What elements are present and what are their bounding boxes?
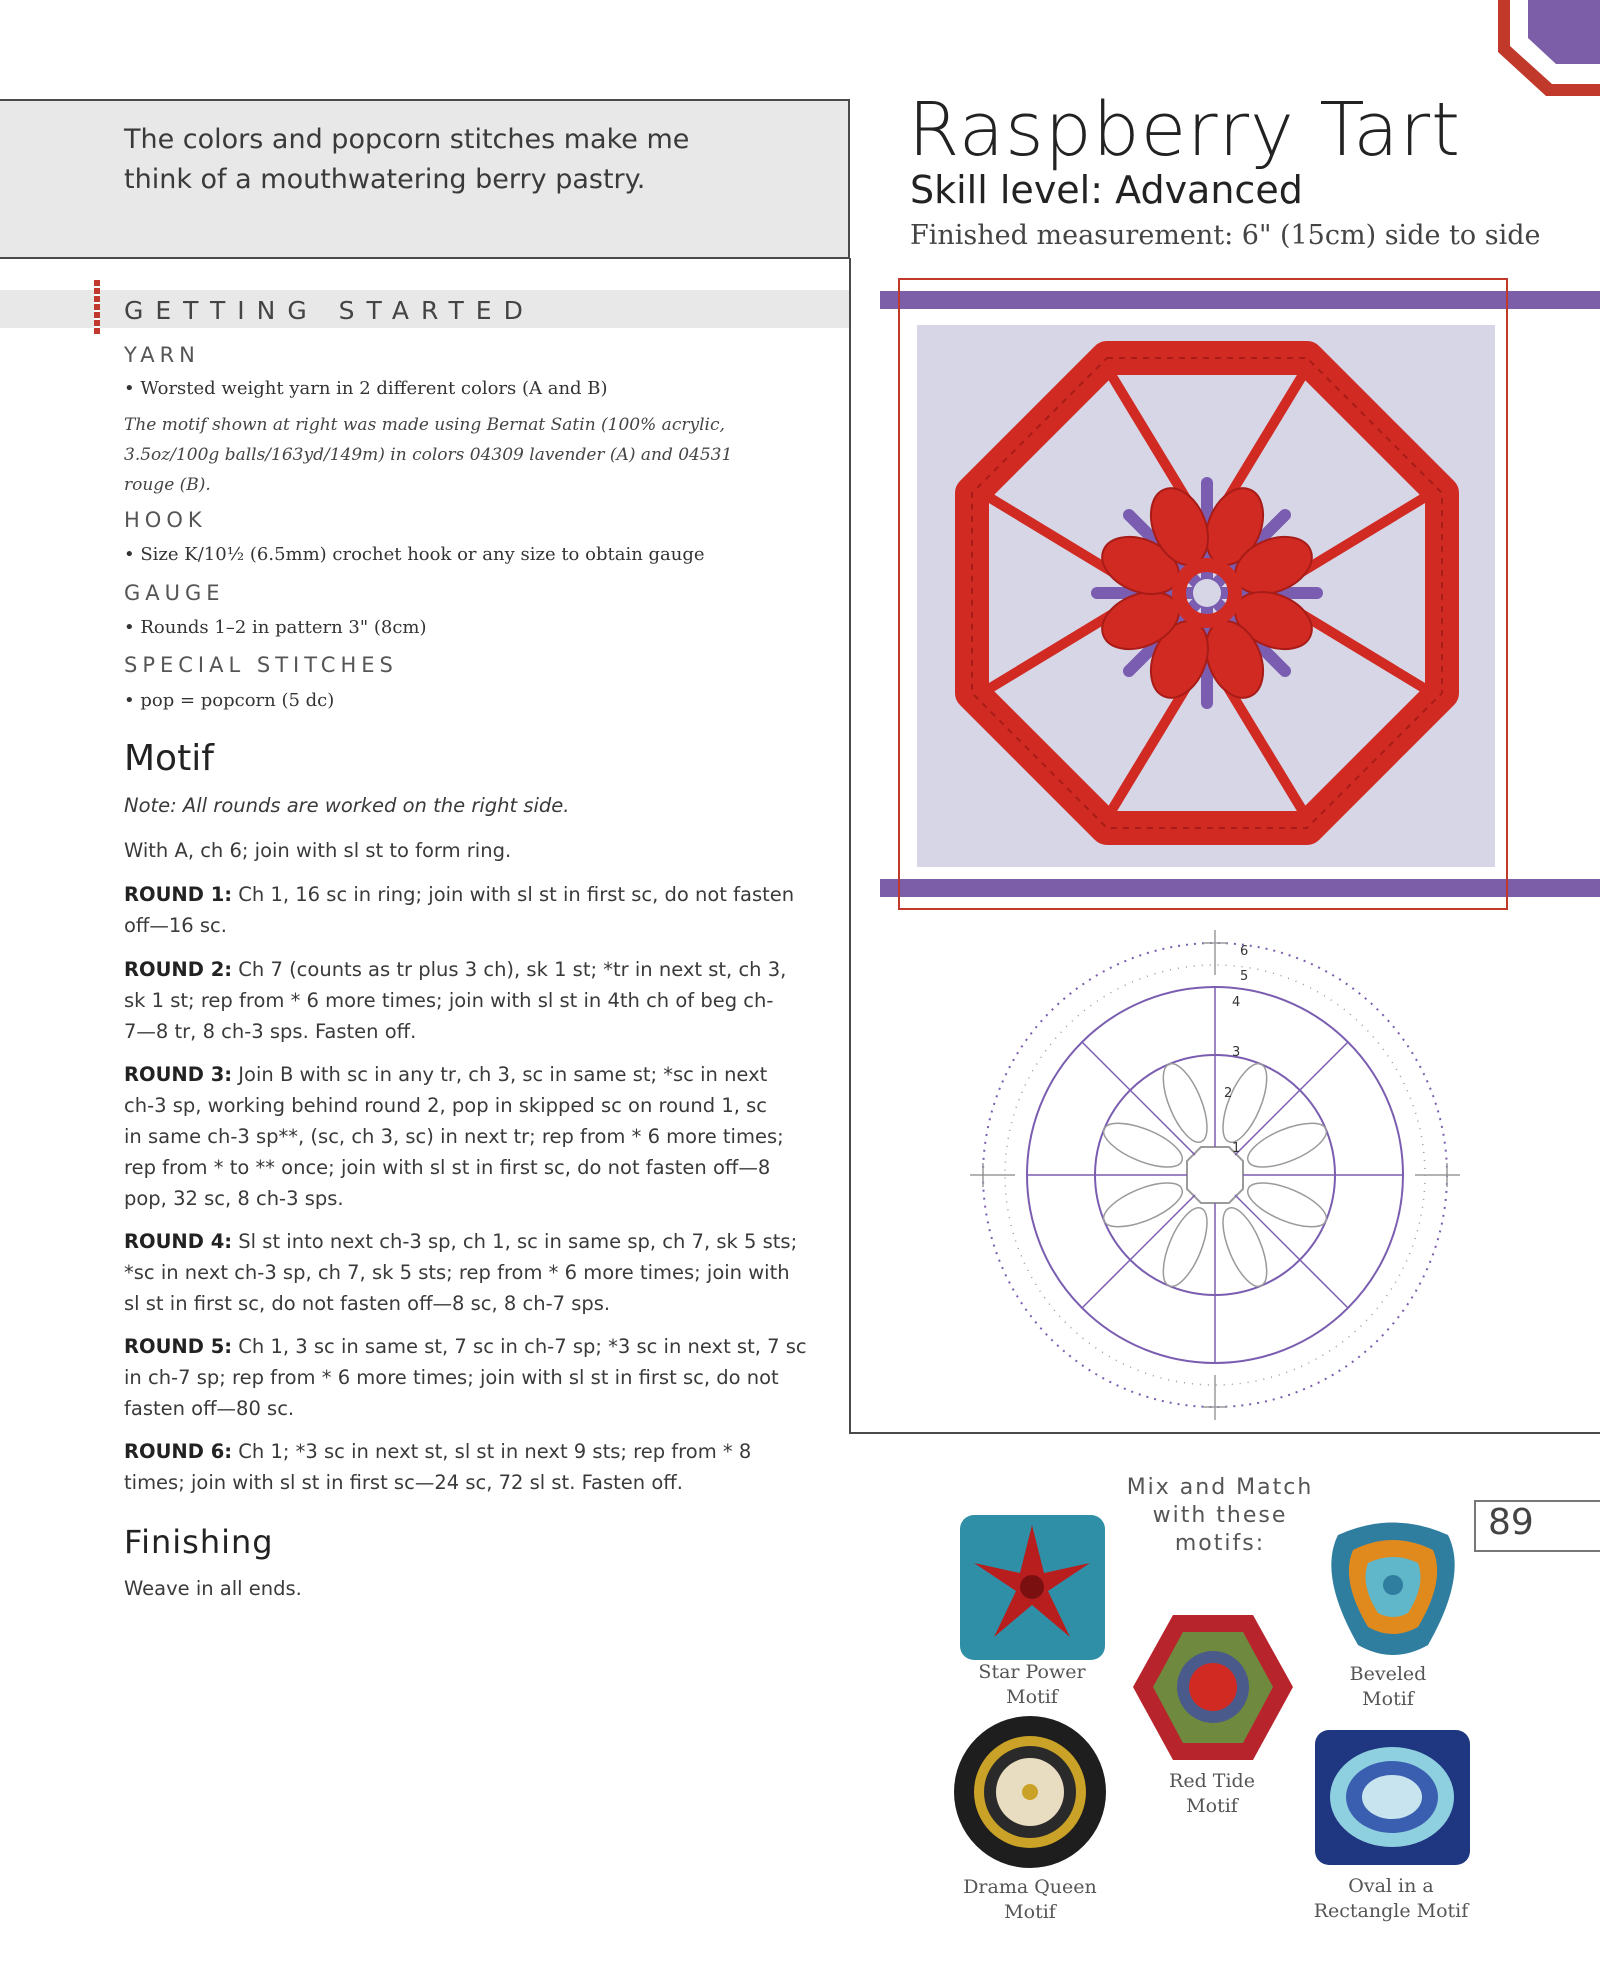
section-divider [849, 1432, 1600, 1434]
section-marker [94, 280, 100, 336]
round-line: rep from * to ** once; join with sl st in first sc, do not fasten off—8 [124, 1156, 771, 1179]
mix-and-match-title: Mix and Match with these motifs: [1126, 1475, 1314, 1556]
round-1 [124, 879, 814, 941]
round-label: ROUND 4: [124, 1230, 233, 1253]
round-6 [124, 1436, 814, 1498]
swatch-label: Red Tide Motif [1169, 1770, 1255, 1817]
yarn-note-line: 3.5oz/100g balls/163yd/149m) in colors 04309 lavender (A) and 04531 [124, 445, 733, 465]
motif-heading: Motif [124, 738, 214, 779]
motif-note: Note: All rounds are worked on the right side. [124, 794, 570, 817]
red-tide-swatch[interactable] [1128, 1610, 1298, 1765]
round-label: ROUND 1: [124, 883, 233, 906]
round-line: in ch-7 sp; rep from * 6 more times; join with sl st in first sc, do not [124, 1366, 779, 1389]
round-line: fasten off—80 sc. [124, 1397, 295, 1420]
yarn-note-line: The motif shown at right was made using Bernat Satin (100% acrylic, [124, 415, 725, 435]
swatch-label: Drama Queen Motif [963, 1876, 1097, 1923]
round-line: ROUND 4: Sl st into next ch-3 sp, ch 1, sc in same sp, ch 7, sk 5 sts; [124, 1230, 798, 1253]
motif-start: With A, ch 6; join with sl st to form ring. [124, 839, 512, 862]
swatch-label: Oval in a Rectangle Motif [1313, 1875, 1469, 1922]
page-title: Raspberry Tart [908, 87, 1462, 173]
round-line: sl st in first sc, do not fasten off—8 sc, 8 ch-7 sps. [124, 1292, 611, 1315]
special-stitches-heading: SPECIAL STITCHES [124, 653, 398, 677]
yarn-item: • Worsted weight yarn in 2 different colors (A and B) [124, 378, 608, 399]
round-3 [124, 1059, 814, 1214]
round-line: ROUND 2: Ch 7 (counts as tr plus 3 ch), sk 1 st; *tr in next st, ch 3, [124, 958, 787, 981]
intro-text [124, 120, 744, 200]
diagram-round-label: 4 [1232, 995, 1241, 1010]
hook-item: • Size K/10½ (6.5mm) crochet hook or any size to obtain gauge [124, 544, 705, 565]
finishing-heading: Finishing [124, 1523, 274, 1561]
diagram-round-label: 3 [1232, 1045, 1241, 1060]
beveled-swatch[interactable] [1318, 1515, 1468, 1665]
gauge-item: • Rounds 1–2 in pattern 3" (8cm) [124, 617, 427, 638]
diagram-round-label: 5 [1240, 969, 1249, 984]
special-stitches-item: • pop = popcorn (5 dc) [124, 690, 335, 711]
hook-heading: HOOK [124, 508, 207, 532]
column-divider [849, 258, 851, 1434]
skill-level: Skill level: Advanced [910, 168, 1303, 212]
star-power-swatch[interactable] [955, 1510, 1110, 1665]
drama-queen-swatch[interactable] [950, 1712, 1110, 1872]
diagram-round-label: 2 [1224, 1086, 1233, 1101]
round-line: times; join with sl st in first sc—24 sc, 72 sl st. Fasten off. [124, 1471, 683, 1494]
round-line: sk 1 st; rep from * 6 more times; join with sl st in 4th ch of beg ch- [124, 989, 774, 1012]
yarn-heading: YARN [124, 343, 200, 367]
round-line: 7—8 tr, 8 ch-3 sps. Fasten off. [124, 1020, 417, 1043]
round-line: ROUND 3: Join B with sc in any tr, ch 3, sc in same st; *sc in next [124, 1063, 768, 1086]
round-label: ROUND 6: [124, 1440, 233, 1463]
getting-started-heading: GETTING STARTED [124, 296, 535, 325]
yarn-note-line: rouge (B). [124, 475, 211, 495]
round-line: *sc in next ch-3 sp, ch 7, sk 5 sts; rep from * 6 more times; join with [124, 1261, 790, 1284]
round-5 [124, 1331, 814, 1424]
round-label: ROUND 2: [124, 958, 233, 981]
round-line: ROUND 5: Ch 1, 3 sc in same st, 7 sc in ch-7 sp; *3 sc in next st, 7 sc [124, 1335, 807, 1358]
round-line: off—16 sc. [124, 914, 227, 937]
oval-in-rectangle-swatch[interactable] [1310, 1725, 1475, 1870]
round-line: ch-3 sp, working behind round 2, pop in skipped sc on round 1, sc [124, 1094, 768, 1117]
round-label: ROUND 5: [124, 1335, 233, 1358]
diagram-round-label: 1 [1232, 1141, 1241, 1156]
gauge-heading: GAUGE [124, 581, 225, 605]
intro-line: think of a mouthwatering berry pastry. [124, 164, 646, 195]
finished-measurement: Finished measurement: 6" (15cm) side to side [910, 220, 1541, 251]
round-line: pop, 32 sc, 8 ch-3 sps. [124, 1187, 344, 1210]
crochet-stitch-diagram [970, 930, 1460, 1420]
intro-line: The colors and popcorn stitches make me [124, 124, 690, 155]
photo-frame [898, 278, 1508, 910]
round-line: in same ch-3 sp**, (sc, ch 3, sc) in next tr; rep from * 6 more times; [124, 1125, 784, 1148]
finishing-text: Weave in all ends. [124, 1577, 302, 1600]
corner-tab-decoration [1496, 0, 1600, 98]
diagram-round-label: 6 [1240, 944, 1249, 959]
swatch-label: Beveled Motif [1349, 1663, 1427, 1710]
swatch-label: Star Power Motif [978, 1661, 1086, 1708]
page-number: 89 [1488, 1502, 1534, 1543]
round-label: ROUND 3: [124, 1063, 233, 1086]
round-2 [124, 954, 814, 1047]
yarn-note [124, 410, 744, 500]
round-line: ROUND 1: Ch 1, 16 sc in ring; join with sl st in first sc, do not fasten [124, 883, 795, 906]
round-4 [124, 1226, 814, 1319]
round-line: ROUND 6: Ch 1; *3 sc in next st, sl st in next 9 sts; rep from * 8 [124, 1440, 752, 1463]
